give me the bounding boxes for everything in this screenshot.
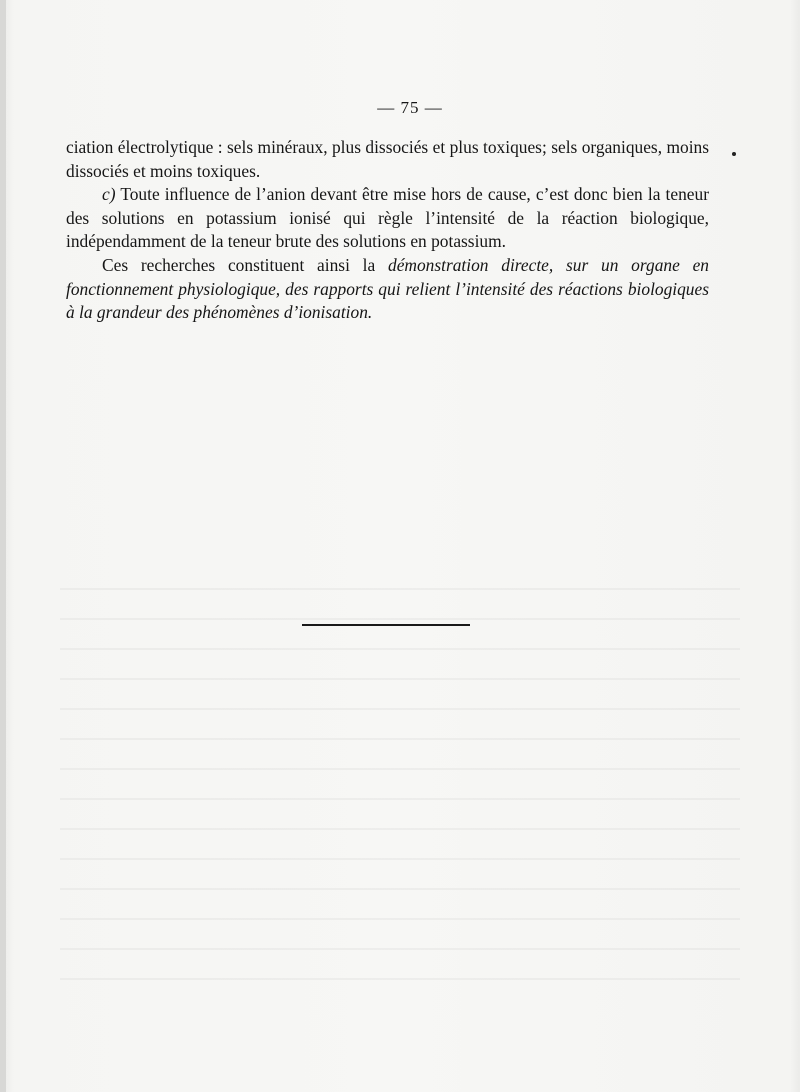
page-left-edge <box>0 0 6 1092</box>
paragraph-c-label: c) <box>102 184 116 205</box>
bleed-through-shadow <box>60 560 740 1000</box>
page-number: — 75 — <box>377 98 443 117</box>
ink-speck <box>732 152 736 156</box>
paragraph-c-text: Toute influence de l’anion devant être mise hors de cause, c’est donc bien la teneur des solutions en potassium ionisé qui règle l’intensité de la réaction biologique, indépendamment de la teneur brute des solutions en potassium. <box>66 184 709 252</box>
body-text <box>66 136 709 325</box>
paragraph-continuation: ciation électrolytique : sels minéraux, plus dissociés et plus toxiques; sels organiques, moins dissociés et moins toxiques. <box>66 137 709 181</box>
paragraph-conclusion-italic: démonstration directe, sur un organe en fonctionnement physiologique, des rapports qui relient l’intensité des réactions biologiques à la grandeur des phénomènes d’ionisation. <box>66 254 709 323</box>
paragraph-c <box>66 183 709 254</box>
paragraph-conclusion-text: Ces recherches constituent ainsi la <box>102 254 388 275</box>
paragraph-conclusion <box>66 254 709 325</box>
section-end-rule <box>302 624 470 626</box>
